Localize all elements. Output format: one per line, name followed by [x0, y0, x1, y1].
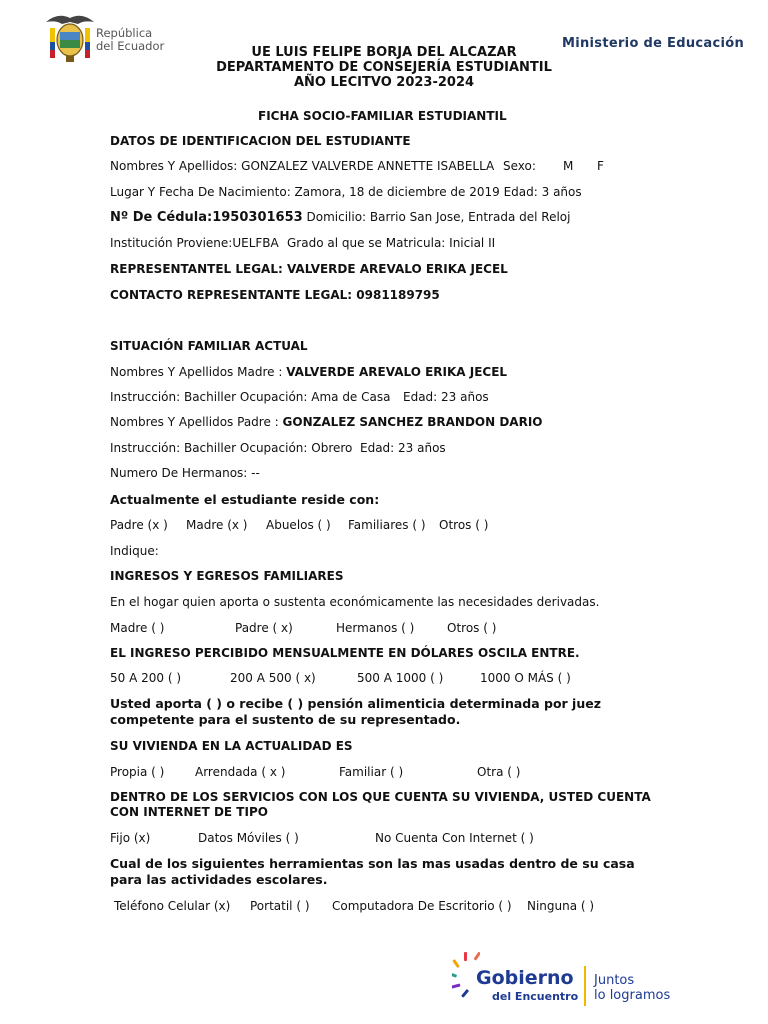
grado: Grado al que se Matricula: Inicial II	[287, 236, 496, 250]
reside-title: Actualmente el estudiante reside con:	[110, 492, 380, 507]
tools-option: Portatil ( )	[250, 899, 310, 913]
department-name: DEPARTAMENTO DE CONSEJERÍA ESTUDIANTIL	[216, 60, 552, 75]
madre-label: Nombres Y Apellidos Madre :	[110, 365, 287, 379]
range-options	[110, 671, 670, 686]
madre-row	[110, 365, 507, 380]
aporta-text: En el hogar quien aporta o sustenta económicamente las necesidades derivadas.	[110, 595, 600, 609]
institution-row	[110, 236, 670, 251]
slogan-line-2: lo logramos	[594, 988, 671, 1003]
income-section-title: INGRESOS Y EGRESOS FAMILIARES	[110, 569, 344, 583]
padre-row	[110, 415, 543, 430]
family-section-title: SITUACIÓN FAMILIAR ACTUAL	[110, 339, 308, 353]
cedula: Nº De Cédula:1950301653	[110, 210, 303, 225]
aporta-option: Hermanos ( )	[336, 621, 415, 635]
representante: REPRESENTANTEL LEGAL: VALVERDE AREVALO ERIKA JECEL	[110, 262, 508, 276]
padre-name: GONZALEZ SANCHEZ BRANDON DARIO	[282, 415, 543, 429]
sexo-f: F	[597, 159, 604, 173]
madre-instr-row	[110, 390, 670, 405]
student-name-row	[110, 159, 670, 174]
reside-option: Otros ( )	[439, 518, 489, 532]
indique: Indique:	[110, 544, 159, 558]
padre-instr-row	[110, 441, 670, 456]
housing-option: Familiar ( )	[339, 765, 404, 779]
logo-divider	[584, 966, 586, 1006]
slogan-line-1: Juntos	[594, 973, 635, 988]
reside-option: Abuelos ( )	[266, 518, 331, 532]
internet-option: Datos Móviles ( )	[198, 831, 299, 845]
range-option: 500 A 1000 ( )	[357, 671, 444, 685]
padre-label: Nombres Y Apellidos Padre :	[110, 415, 283, 429]
tools-option: Computadora De Escritorio ( )	[332, 899, 512, 913]
school-name: UE LUIS FELIPE BORJA DEL ALCAZAR	[251, 45, 517, 60]
range-option: 1000 O MÁS ( )	[480, 671, 571, 685]
aporta-option: Otros ( )	[447, 621, 497, 635]
ecuador-label: del Ecuador	[96, 39, 165, 53]
republica-label: República	[96, 26, 153, 40]
madre-edad: Edad: 23 años	[403, 390, 489, 404]
housing-option: Arrendada ( x )	[195, 765, 286, 779]
housing-option: Propia ( )	[110, 765, 165, 779]
encuentro-logo-text: del Encuentro	[492, 990, 579, 1003]
padre-edad: Edad: 23 años	[360, 441, 446, 455]
gobierno-logo-text: Gobierno	[476, 967, 574, 989]
reside-options	[110, 518, 670, 533]
tools-option: Teléfono Celular (x)	[114, 899, 231, 913]
padre-instruccion: Instrucción: Bachiller Ocupación: Obrero	[110, 441, 353, 455]
internet-option: No Cuenta Con Internet ( )	[375, 831, 534, 845]
internet-option: Fijo (x)	[110, 831, 151, 845]
domicilio: Domicilio: Barrio San Jose, Entrada del Reloj	[302, 210, 571, 224]
slogan	[594, 973, 670, 1003]
reside-option: Madre (x )	[186, 518, 248, 532]
form-title: FICHA SOCIO-FAMILIAR ESTUDIANTIL	[258, 109, 507, 123]
aporta-option: Padre ( x)	[235, 621, 293, 635]
tools-option: Ninguna ( )	[527, 899, 595, 913]
madre-instruccion: Instrucción: Bachiller Ocupación: Ama de Casa	[110, 390, 391, 404]
ministerio-logo-text: Ministerio de Educación	[562, 36, 745, 51]
internet-options	[110, 831, 670, 846]
internet-title: DENTRO DE LOS SERVICIOS CON LOS QUE CUENTA SU VIVIENDA, USTED CUENTA CON INTERNET DE TIPO	[110, 790, 651, 819]
madre-name: VALVERDE AREVALO ERIKA JECEL	[286, 365, 508, 379]
aporta-option: Madre ( )	[110, 621, 165, 635]
reside-option: Padre (x )	[110, 518, 168, 532]
housing-option: Otra ( )	[477, 765, 521, 779]
contacto: CONTACTO REPRESENTANTE LEGAL: 0981189795	[110, 288, 440, 302]
hermanos: Numero De Hermanos: --	[110, 466, 260, 480]
aporta-options	[110, 621, 670, 636]
student-name: Nombres Y Apellidos: GONZALEZ VALVERDE ANNETTE ISABELLA	[110, 159, 495, 173]
cedula-row	[110, 210, 570, 225]
pension-text: Usted aporta ( ) o recibe ( ) pensión alimenticia determinada por juez competente para el sustento de su representado.	[110, 696, 601, 727]
birth-info: Lugar Y Fecha De Nacimiento: Zamora, 18 de diciembre de 2019 Edad: 3 años	[110, 185, 582, 199]
sexo-m: M	[563, 159, 574, 173]
range-option: 200 A 500 ( x)	[230, 671, 316, 685]
tools-options	[110, 899, 670, 914]
reside-option: Familiares ( )	[348, 518, 426, 532]
institucion: Institución Proviene:UELFBA	[110, 236, 279, 250]
range-title: EL INGRESO PERCIBIDO MENSUALMENTE EN DÓLARES OSCILA ENTRE.	[110, 646, 580, 660]
sexo-label: Sexo:	[503, 159, 536, 173]
student-section-title: DATOS DE IDENTIFICACION DEL ESTUDIANTE	[110, 134, 411, 148]
housing-section-title: SU VIVIENDA EN LA ACTUALIDAD ES	[110, 739, 353, 753]
range-option: 50 A 200 ( )	[110, 671, 182, 685]
housing-options	[110, 765, 670, 780]
school-year: AÑO LECITVO 2023-2024	[293, 75, 475, 90]
tools-title: Cual de los siguientes herramientas son las mas usadas dentro de su casa para las actividades escolares.	[110, 856, 635, 887]
